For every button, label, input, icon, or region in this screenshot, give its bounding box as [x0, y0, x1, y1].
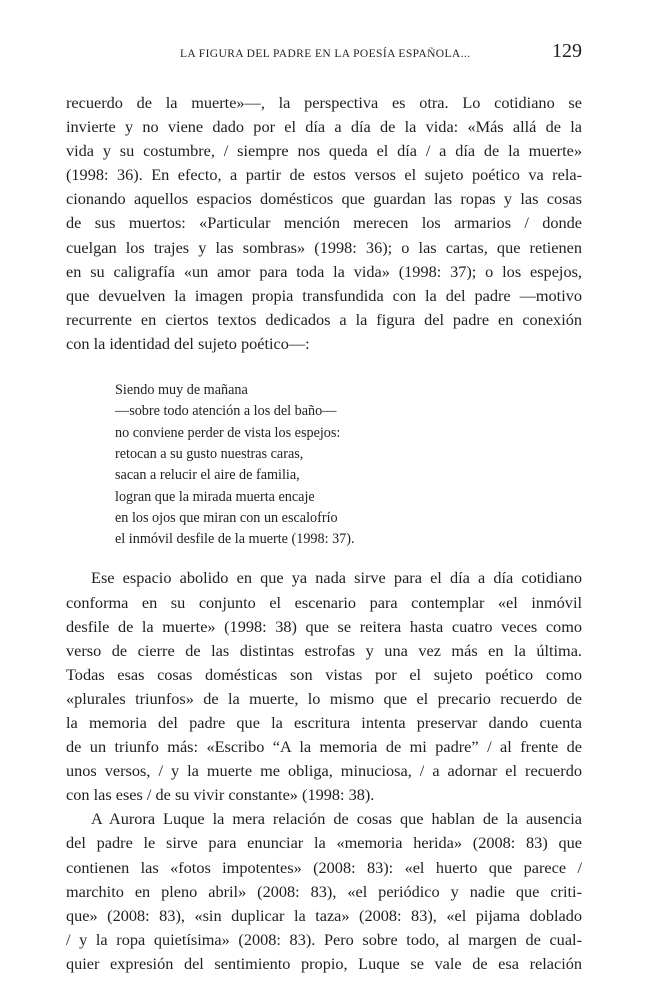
text-line: de sus muertos: «Particular mención merecen los armarios / donde: [66, 213, 582, 233]
text-line: «plurales triunfos» de la muerte, lo mismo que el precario recuerdo de: [66, 688, 582, 708]
text-line: del padre le sirve para enunciar la «memoria herida» (2008: 83) que: [66, 833, 582, 853]
text-line: con las eses / de su vivir constante» (1998: 38).: [66, 785, 375, 805]
text-line: Todas esas cosas domésticas son vistas por el sujeto poético como: [66, 664, 582, 684]
text-line: la memoria del padre que la escritura intenta preservar dando cuenta: [66, 712, 582, 732]
poem-verse: Siendo muy de mañana: [115, 382, 248, 399]
text-line: quier expresión del sentimiento propio, Luque se vale de esa relación: [66, 953, 582, 973]
text-line: contienen las «fotos impotentes» (2008: 83): «el huerto que parece /: [66, 857, 582, 877]
paragraph-3: [66, 807, 582, 976]
text-line: en su caligrafía «un amor para toda la vida» (1998: 37); o los espejos,: [66, 261, 582, 281]
text-line: que devuelven la imagen propia transfundida con la del padre —motivo: [66, 285, 582, 305]
text-line: Ese espacio abolido en que ya nada sirve para el día a día cotidiano: [91, 568, 582, 588]
text-line: vida y su costumbre, / siempre nos queda el día / a día de la muerte»: [66, 141, 582, 161]
poem-verse: no conviene perder de vista los espejos:: [115, 424, 341, 441]
poem-verse: retocan a su gusto nuestras caras,: [115, 445, 304, 462]
text-line: A Aurora Luque la mera relación de cosas que hablan de la ausencia: [91, 809, 582, 829]
running-head: [60, 40, 582, 64]
text-line: unos versos, / y la muerte me obliga, minuciosa, / a adornar el recuerdo: [66, 761, 582, 781]
paragraph-1: [66, 91, 582, 356]
text-line: conforma en su conjunto el escenario para contemplar «el inmóvil: [66, 592, 582, 612]
page-number: 129: [552, 40, 582, 62]
text-line: con la identidad del sujeto poético—:: [66, 333, 310, 353]
paragraph-2: [66, 566, 582, 807]
poem-verse: en los ojos que miran con un escalofrío: [115, 509, 338, 526]
text-line: recurrente en ciertos textos dedicados a la figura del padre en conexión: [66, 309, 582, 329]
text-line: desfile de la muerte» (1998: 38) que se reitera hasta cuatro veces como: [66, 616, 582, 636]
body-text: [66, 91, 582, 976]
text-line: recuerdo de la muerte»—, la perspectiva es otra. Lo cotidiano se: [66, 93, 582, 112]
poem-quote: [115, 380, 582, 550]
text-line: marchito en pleno abril» (2008: 83), «el periódico y nadie que criti-: [66, 881, 582, 901]
running-title: LA FIGURA DEL PADRE EN LA POESÍA ESPAÑOLA...: [180, 48, 471, 60]
text-line: verso de cierre de las distintas estrofas y una vez más en la última.: [66, 640, 582, 660]
poem-verse: logran que la mirada muerta encaje: [115, 488, 315, 505]
text-line: cuelgan los trajes y las sombras» (1998: 36); o las cartas, que retienen: [66, 237, 582, 257]
poem-verse: sacan a relucir el aire de familia,: [115, 467, 300, 484]
poem-verse: el inmóvil desfile de la muerte (1998: 37).: [115, 531, 355, 548]
text-line: cionando aquellos espacios domésticos que guardan las ropas y las cosas: [66, 189, 582, 209]
poem-verse: —sobre todo atención a los del baño—: [115, 403, 337, 420]
text-line: (1998: 36). En efecto, a partir de estos versos el sujeto poético va rela-: [66, 165, 582, 185]
text-line: que» (2008: 83), «sin duplicar la taza» (2008: 83), «el pijama doblado: [66, 905, 582, 925]
text-line: / y la ropa quietísima» (2008: 83). Pero sobre todo, al margen de cual-: [66, 929, 582, 949]
text-line: de un triunfo más: «Escribo “A la memoria de mi padre” / al frente de: [66, 737, 582, 757]
text-line: invierte y no viene dado por el día a día de la vida: «Más allá de la: [66, 117, 582, 137]
